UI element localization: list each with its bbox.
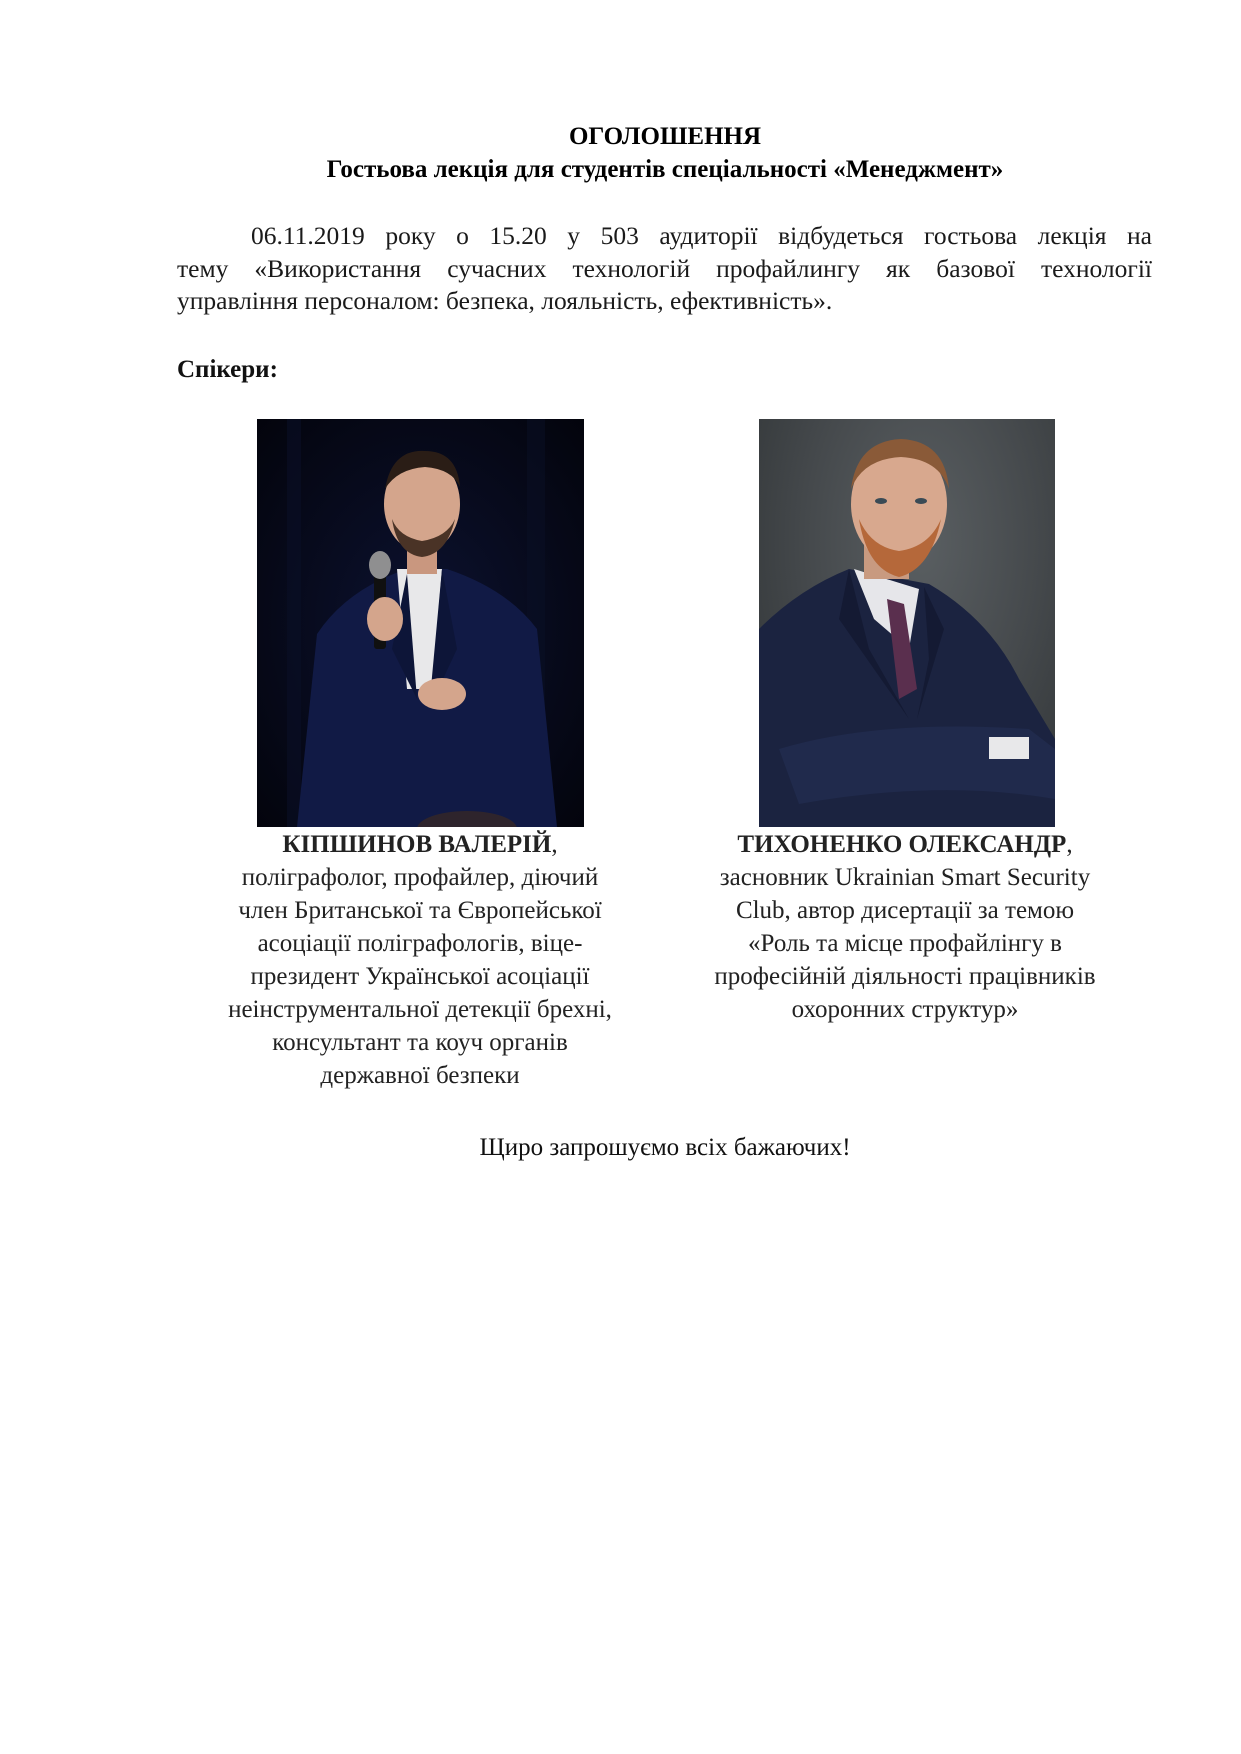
speaker-2-description-line: засновник Ukrainian Smart Security xyxy=(719,864,1091,891)
speaker-photo-portrait-icon xyxy=(759,419,1055,827)
intro-line-1: 06.11.2019 року о 15.20 у 503 аудиторії відбудеться гостьова лекція на xyxy=(251,221,1152,250)
speaker-2-photo xyxy=(759,419,1055,827)
speaker-1-description-line: асоціації поліграфологів, віце- xyxy=(257,930,583,957)
speaker-2-name-line xyxy=(665,828,1145,861)
speaker-1-name: КІПШИНОВ ВАЛЕРІЙ xyxy=(282,831,552,858)
speaker-2-description-line: професійній діяльності працівників xyxy=(714,963,1096,990)
speaker-1-description-line: поліграфолог, профайлер, діючий xyxy=(241,864,599,891)
speaker-1-description-line: неінструментальної детекції брехні, xyxy=(228,996,612,1023)
page-subtitle: Гостьова лекція для студентів спеціальності «Менеджмент» xyxy=(326,156,1004,183)
speaker-1-name-suffix: , xyxy=(551,831,558,858)
speaker-2-description-line: охоронних структур» xyxy=(791,996,1019,1023)
speaker-1-description-line: член Британської та Європейської xyxy=(238,897,602,924)
speaker-2-caption xyxy=(665,828,1145,1026)
intro-paragraph xyxy=(177,220,1152,318)
speaker-1-photo xyxy=(257,419,584,827)
speaker-1-description-line: президент Української асоціації xyxy=(250,963,590,990)
speaker-1-description-line: консультант та коуч органів xyxy=(272,1029,568,1056)
speaker-2-name-suffix: , xyxy=(1066,831,1073,858)
intro-line-2: тему «Використання сучасних технологій профайлингу як базової технології xyxy=(177,253,1152,283)
intro-line-3: управління персоналом: безпека, лояльність, ефективність». xyxy=(177,286,833,315)
speakers-heading: Спікери: xyxy=(177,356,278,383)
speaker-photo-microphone-icon xyxy=(257,419,584,827)
speaker-1-name-line xyxy=(185,828,655,861)
speaker-2-description-line: Club, автор дисертації за темою xyxy=(735,897,1075,924)
speaker-2-description-line: «Роль та місце профайлінгу в xyxy=(748,930,1062,957)
speaker-2-name: ТИХОНЕНКО ОЛЕКСАНДР xyxy=(737,831,1067,858)
closing-invitation: Щиро запрошуємо всіх бажаючих! xyxy=(479,1134,851,1161)
speaker-1-caption xyxy=(185,828,655,1092)
speaker-1-description-line: державної безпеки xyxy=(320,1062,520,1089)
page-title: ОГОЛОШЕННЯ xyxy=(568,123,762,150)
